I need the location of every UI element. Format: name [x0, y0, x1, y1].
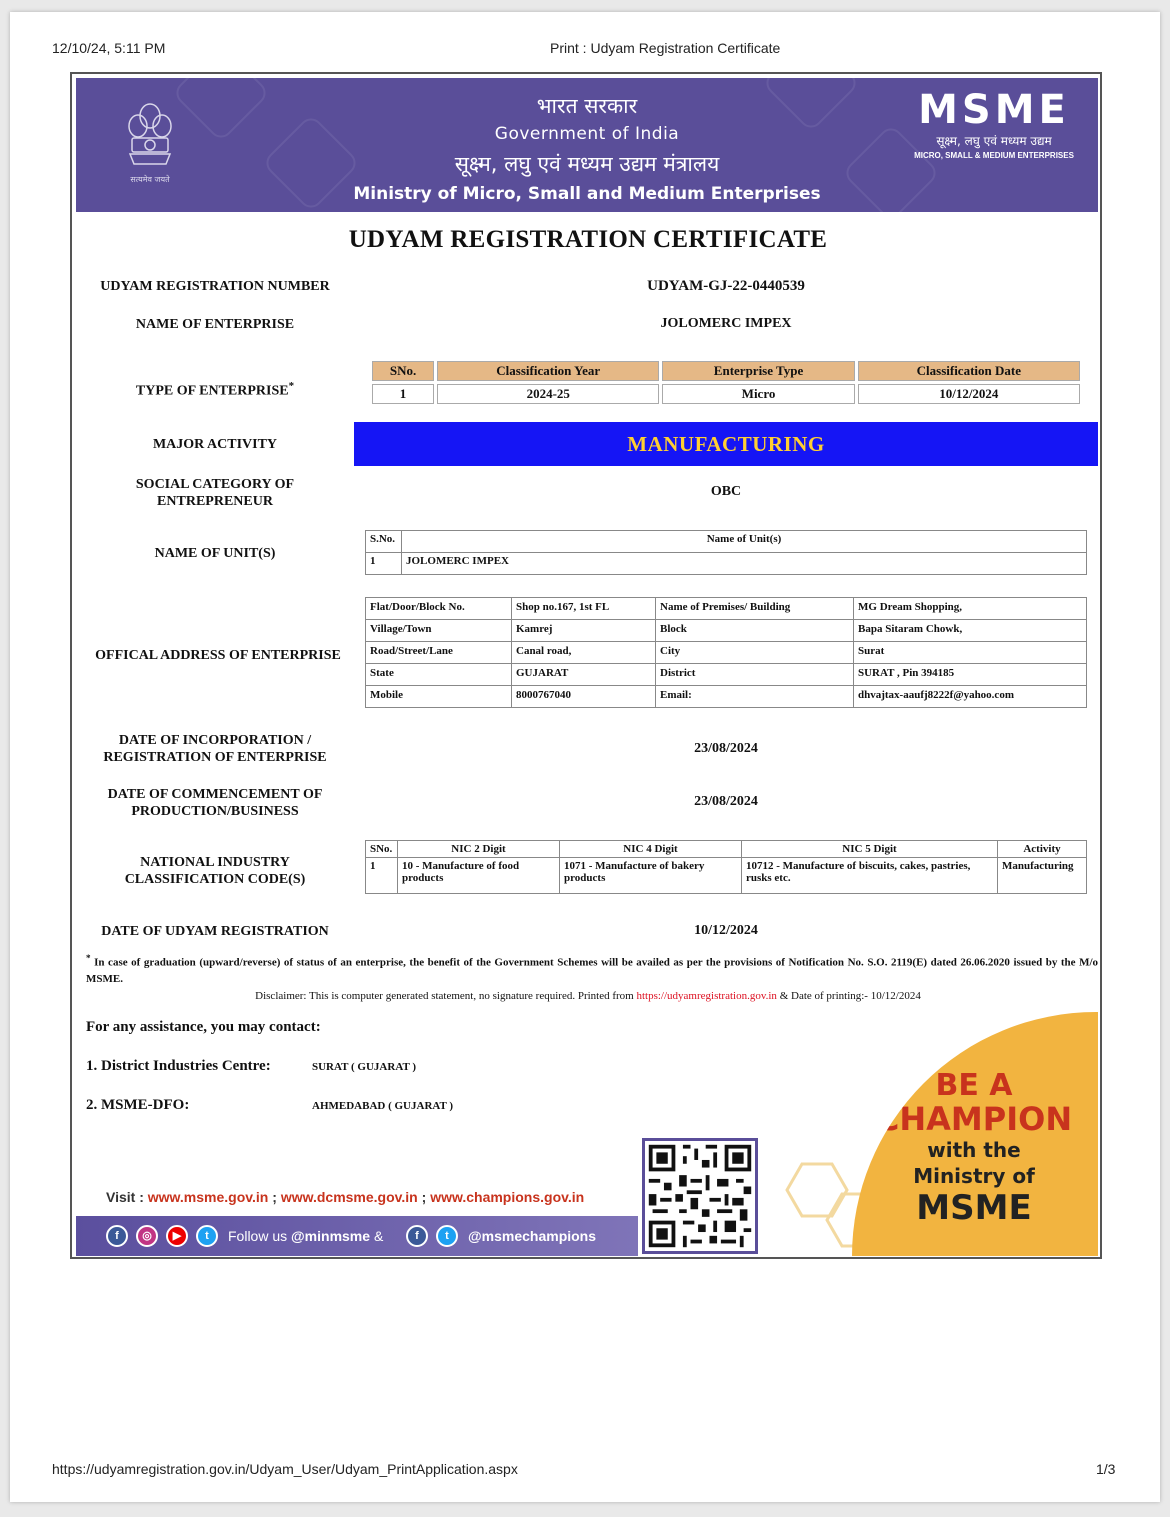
- follow-text: Follow us @minmsme &: [228, 1228, 384, 1244]
- label-enterprise-type: TYPE OF ENTERPRISE*: [135, 380, 295, 399]
- label-units: NAME OF UNIT(S): [154, 546, 276, 561]
- print-datetime: 12/10/24, 5:11 PM: [52, 40, 166, 56]
- label-incorporation-date: DATE OF INCORPORATION / REGISTRATION OF ENTERPRISE: [103, 733, 327, 765]
- contact-heading: For any assistance, you may contact:: [86, 1019, 321, 1035]
- contact-dic-value: SURAT ( GUJARAT ): [312, 1061, 417, 1073]
- major-activity-banner: MANUFACTURING: [354, 422, 1098, 466]
- print-title: Print : Udyam Registration Certificate: [550, 40, 781, 56]
- label-udyam-date: DATE OF UDYAM REGISTRATION: [101, 924, 329, 939]
- champion-badge: [852, 1012, 1098, 1256]
- label-address: OFFICAL ADDRESS OF ENTERPRISE: [95, 648, 341, 663]
- handle-msmechampions: @msmechampions: [468, 1228, 597, 1244]
- twitter-icon[interactable]: t: [436, 1225, 458, 1247]
- nic-table: SNo. NIC 2 Digit NIC 4 Digit NIC 5 Digit Activity 1 10 - Manufacture of food products 1071 - Manufacture of bakery products 10712 - Manufacture of biscuits, cakes, pastries, rusks etc. Manufacturing: [365, 840, 1087, 894]
- label-reg-number: UDYAM REGISTRATION NUMBER: [100, 279, 330, 294]
- banner-english-gov: Government of India: [494, 124, 680, 144]
- page-number: 1/3: [1096, 1461, 1116, 1477]
- gov-banner: [76, 78, 1098, 212]
- th-ent-type: Enterprise Type: [662, 361, 854, 381]
- address-table: [365, 597, 1087, 708]
- certificate-title: UDYAM REGISTRATION CERTIFICATE: [348, 226, 828, 253]
- label-nic-codes: NATIONAL INDUSTRY CLASSIFICATION CODE(S): [124, 855, 306, 887]
- th-sno: SNo.: [372, 361, 434, 381]
- certificate: [70, 72, 1102, 1259]
- print-page: [10, 12, 1160, 1502]
- table-row: 1 JOLOMERC IMPEX: [366, 553, 1087, 575]
- label-major-activity: MAJOR ACTIVITY: [152, 437, 278, 452]
- champion-line-5: MSME: [916, 1188, 1032, 1228]
- facebook-icon[interactable]: f: [406, 1225, 428, 1247]
- table-row: 1 2024-25 Micro 10/12/2024: [372, 384, 1080, 404]
- table-row: Road/Street/Lane Canal road, City Surat: [366, 642, 1087, 664]
- email-value[interactable]: dhvajtax-aaufj8222f@yahoo.com: [854, 686, 1087, 708]
- champion-line-1: BE A: [935, 1068, 1013, 1103]
- youtube-icon[interactable]: ▶: [166, 1225, 188, 1247]
- table-row: Village/Town Kamrej Block Bapa Sitaram Chowk,: [366, 620, 1087, 642]
- banner-english-ministry: Ministry of Micro, Small and Medium Enterprises: [353, 184, 821, 204]
- msme-logo: [914, 87, 1074, 160]
- facebook-icon[interactable]: f: [106, 1225, 128, 1247]
- twitter-icon[interactable]: t: [196, 1225, 218, 1247]
- msme-logo-word: MSME: [918, 87, 1070, 133]
- value-reg-number: UDYAM-GJ-22-0440539: [647, 278, 805, 294]
- print-url: https://udyamregistration.gov.in/Udyam_User/Udyam_PrintApplication.aspx: [52, 1461, 518, 1477]
- link-dcmsme[interactable]: www.dcmsme.gov.in: [280, 1189, 418, 1205]
- table-row: Mobile 8000767040 Email: dhvajtax-aaufj8222f@yahoo.com: [366, 686, 1087, 708]
- handle-minmsme: @minmsme: [291, 1228, 371, 1244]
- contact-dic-label: 1. District Industries Centre:: [86, 1058, 271, 1074]
- champion-line-2: CHAMPION: [875, 1100, 1073, 1138]
- udyam-site-link[interactable]: https://udyamregistration.gov.in: [636, 990, 777, 1002]
- label-commencement-date: DATE OF COMMENCEMENT OF PRODUCTION/BUSINESS: [107, 787, 323, 819]
- champion-line-4: Ministry of: [913, 1164, 1035, 1188]
- value-enterprise-name: JOLOMERC IMPEX: [660, 316, 792, 331]
- units-table: S.No. Name of Unit(s) 1 JOLOMERC IMPEX: [365, 530, 1087, 575]
- contact-dfo-value: AHMEDABAD ( GUJARAT ): [312, 1100, 454, 1112]
- value-udyam-date: 10/12/2024: [694, 923, 758, 938]
- th-class-date: Classification Date: [858, 361, 1080, 381]
- value-social-category: OBC: [710, 484, 742, 499]
- msme-logo-english: MICRO, SMALL & MEDIUM ENTERPRISES: [914, 151, 1074, 160]
- qr-code: [642, 1138, 758, 1254]
- label-enterprise-name: NAME OF ENTERPRISE: [135, 317, 295, 332]
- link-msme[interactable]: www.msme.gov.in: [147, 1189, 269, 1205]
- disclaimer: Disclaimer: This is computer generated statement, no signature required. Printed from https://udyamregistration.gov.in & Date of printing:- 10/12/2024: [255, 990, 921, 1002]
- table-row: State GUJARAT District SURAT , Pin 394185: [366, 664, 1087, 686]
- banner-hindi-ministry: सूक्ष्म, लघु एवं मध्यम उद्यम मंत्रालय: [454, 152, 720, 176]
- label-social-category: SOCIAL CATEGORY OF ENTREPRENEUR: [135, 477, 295, 509]
- visit-links: Visit : www.msme.gov.in ; www.dcmsme.gov.in ; www.champions.gov.in: [106, 1189, 585, 1205]
- graduation-note: * In case of graduation (upward/reverse) of status of an enterprise, the benefit of the Government Schemes will be availed as per the provisions of Notification No. S.O. 2119(E) dated 26.06.2020 issued by the M/o MSME.: [86, 953, 1099, 985]
- link-champions[interactable]: www.champions.gov.in: [430, 1189, 585, 1205]
- msme-logo-hindi: सूक्ष्म, लघु एवं मध्यम उद्यम: [936, 134, 1052, 148]
- champion-line-3: with the: [927, 1138, 1021, 1162]
- table-row: 1 10 - Manufacture of food products 1071 - Manufacture of bakery products 10712 - Manufacture of biscuits, cakes, pastries, rusks etc. Manufacturing: [366, 858, 1087, 894]
- value-commencement-date: 23/08/2024: [694, 794, 758, 809]
- svg-text:सत्यमेव जयते: सत्यमेव जयते: [130, 175, 170, 184]
- social-follow-bar: [76, 1216, 638, 1256]
- banner-hindi-gov: भारत सरकार: [536, 94, 638, 118]
- instagram-icon[interactable]: ◎: [136, 1225, 158, 1247]
- classification-table: [369, 358, 1083, 407]
- value-incorporation-date: 23/08/2024: [694, 741, 758, 756]
- th-class-year: Classification Year: [437, 361, 659, 381]
- table-row: Flat/Door/Block No. Shop no.167, 1st FL Name of Premises/ Building MG Dream Shopping,: [366, 598, 1087, 620]
- contact-dfo-label: 2. MSME-DFO:: [86, 1097, 190, 1113]
